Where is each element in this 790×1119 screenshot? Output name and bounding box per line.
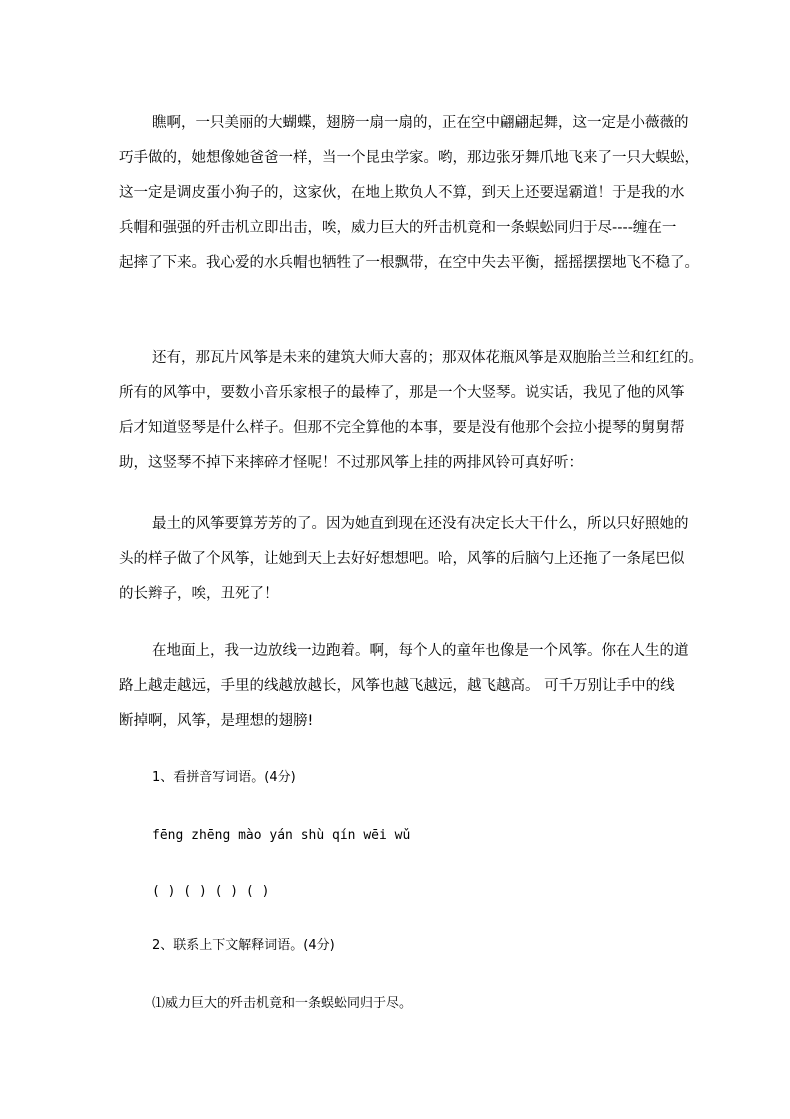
text-line: 起摔了下来。我心爱的水兵帽也牺牲了一根飘带，在空中失去平衡，摇摇摆摆地飞不稳了。: [119, 255, 699, 271]
text-line: 路上越走越远，手里的线越放越长，风筝也越飞越远，越飞越高。 可千万别让手中的线: [119, 678, 675, 694]
paragraph-childhood: [119, 634, 689, 739]
text-line: 兵帽和强强的歼击机立即出击，唉，威力巨大的歼击机竟和一条蜈蚣同归于尽----缠在一: [119, 220, 677, 236]
question-1-pinyin: fēng zhēng mào yán shù qín wēi wǔ: [152, 828, 411, 843]
text-line: 的长辫子，唉，丑死了！: [119, 586, 279, 602]
text-line: 还有，那瓦片风筝是未来的建筑大师大喜的；那双体花瓶风筝是双胞胎兰兰和红红的。: [152, 350, 703, 366]
question-2-item-1: ⑴威力巨大的歼击机竟和一条蜈蚣同归于尽。: [152, 996, 413, 1011]
question-2-title: 2、联系上下文解释词语。(4分): [152, 938, 335, 953]
text-line: 在地面上，我一边放线一边跑着。啊，每个人的童年也像是一个风筝。你在人生的道: [152, 643, 689, 659]
text-line: 最土的风筝要算芳芳的了。因为她直到现在还没有决定长大干什么，所以只好照她的: [152, 516, 689, 532]
text-line: 后才知道竖琴是什么样子。但那不完全算他的本事，要是没有他那个会拉小提琴的舅舅帮: [119, 420, 685, 436]
text-line: 这一定是调皮蛋小狗子的，这家伙，在地上欺负人不算，到天上还要逞霸道！于是我的水: [119, 185, 685, 201]
text-line: 助，这竖琴不掉下来摔碎才怪呢！不过那风筝上挂的两排风铃可真好听：: [119, 455, 583, 471]
text-line: 所有的风筝中，要数小音乐家根子的最棒了，那是一个大竖琴。说实话，我见了他的风筝: [119, 385, 685, 401]
question-1-blanks: ( ) ( ) ( ) ( ): [152, 884, 270, 899]
text-line: 头的样子做了个风筝，让她到天上去好好想想吧。哈，风筝的后脑勺上还拖了一条尾巴似: [119, 551, 685, 567]
text-line: 巧手做的，她想像她爸爸一样，当一个昆虫学家。哟，那边张牙舞爪地飞来了一只大蜈蚣，: [119, 150, 699, 166]
paragraph-fangfang: [119, 507, 689, 612]
text-line: 瞧啊，一只美丽的大蝴蝶，翅膀一扇一扇的，正在空中翩翩起舞，这一定是小薇薇的: [152, 115, 689, 131]
paragraph-harp: [119, 341, 703, 481]
text-line: 断掉啊，风筝，是理想的翅膀!: [119, 713, 314, 729]
question-1-title: 1、看拼音写词语。(4分): [152, 770, 296, 785]
paragraph-butterfly: [119, 106, 699, 281]
